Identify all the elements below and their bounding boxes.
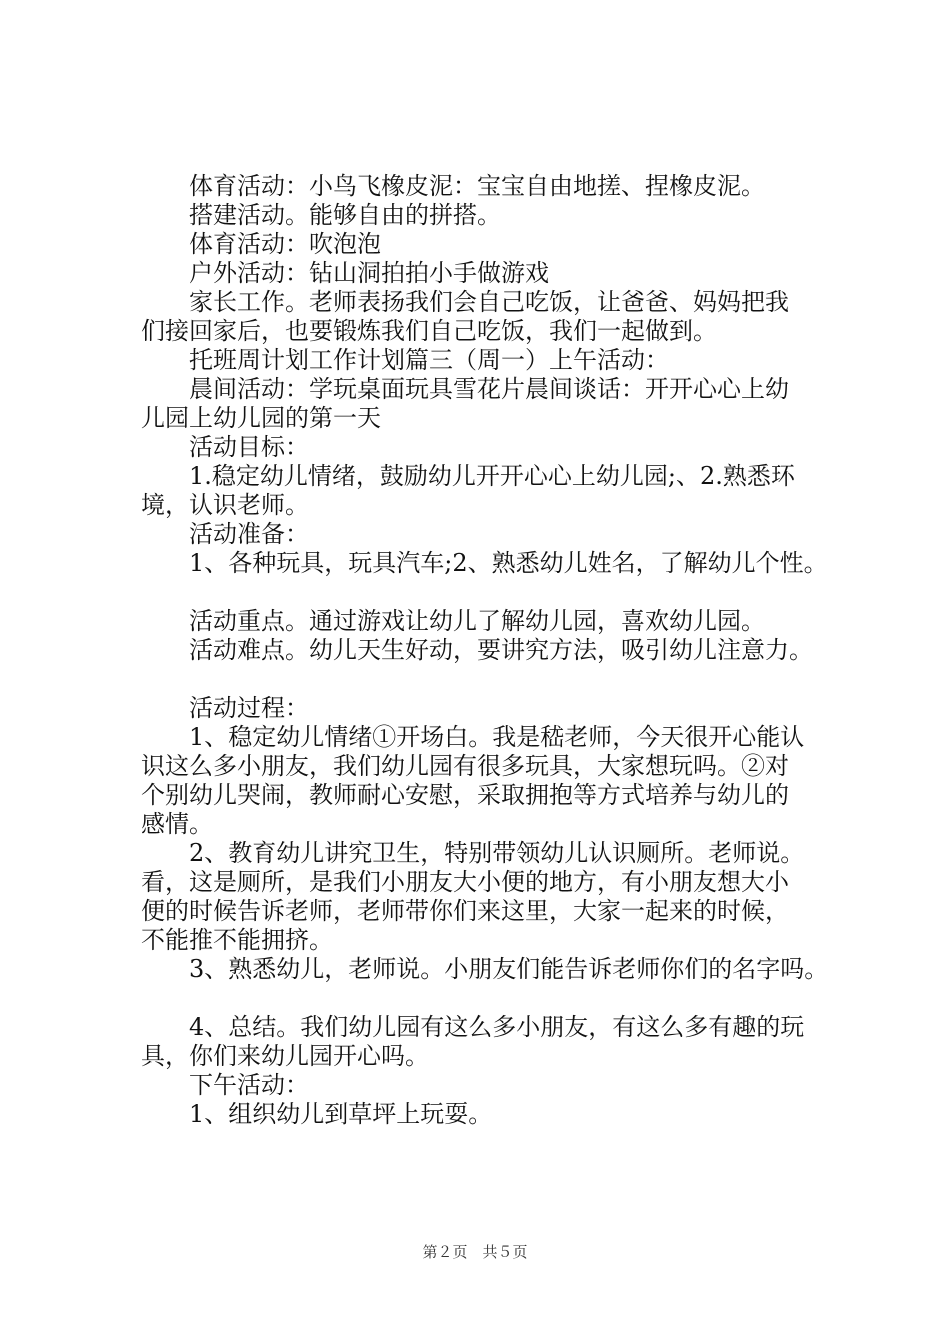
text-line: 户外活动：钻山洞拍拍小手做游戏 [141,259,549,287]
text-line: 活动难点。幼儿天生好动，要讲究方法，吸引幼儿注意力。 [141,636,813,664]
text-line: 便的时候告诉老师，老师带你们来这里，大家一起来的时候， [141,897,789,925]
text-line: 3、熟悉幼儿，老师说。小朋友们能告诉老师你们的名字吗。 [141,955,829,983]
text-line: 托班周计划工作计划篇三（周一）上午活动： [141,346,669,374]
text-line: 们接回家后，也要锻炼我们自己吃饭，我们一起做到。 [141,317,717,345]
text-line: 4、总结。我们幼儿园有这么多小朋友，有这么多有趣的玩 [141,1013,805,1041]
text-line: 1.稳定幼儿情绪，鼓励幼儿开开心心上幼儿园;、2.熟悉环 [141,462,795,490]
blank-line [141,984,831,1013]
document-body [141,172,831,1129]
text-line: 搭建活动。能够自由的拼搭。 [141,201,501,229]
text-line: 1、组织幼儿到草坪上玩耍。 [141,1100,493,1128]
text-line: 2、教育幼儿讲究卫生，特别带领幼儿认识厕所。老师说。 [141,839,805,867]
text-line: 看，这是厕所，是我们小朋友大小便的地方，有小朋友想大小 [141,868,789,896]
text-line: 体育活动：吹泡泡 [141,230,381,258]
blank-line [141,665,831,694]
text-line: 活动目标： [141,433,309,461]
text-line: 下午活动： [141,1071,309,1099]
blank-line [141,578,831,607]
text-line: 活动重点。通过游戏让幼儿了解幼儿园，喜欢幼儿园。 [141,607,765,635]
text-line: 活动准备： [141,520,309,548]
text-line: 家长工作。老师表扬我们会自己吃饭，让爸爸、妈妈把我 [141,288,789,316]
text-line: 1、各种玩具，玩具汽车;2、熟悉幼儿姓名，了解幼儿个性。 [141,549,828,577]
text-line: 感情。 [141,810,213,838]
text-line: 1、稳定幼儿情绪①开场白。我是嵇老师，今天很开心能认 [141,723,805,751]
page-footer: 第２页 共５页 [422,1245,528,1261]
text-line: 晨间活动：学玩桌面玩具雪花片晨间谈话：开开心心上幼 [141,375,789,403]
text-line: 具，你们来幼儿园开心吗。 [141,1042,429,1070]
text-line: 境，认识老师。 [141,491,309,519]
text-line: 不能推不能拥挤。 [141,926,333,954]
text-line: 活动过程： [141,694,309,722]
text-line: 儿园上幼儿园的第一天 [141,404,381,432]
text-line: 识这么多小朋友，我们幼儿园有很多玩具，大家想玩吗。②对 [141,752,789,780]
text-line: 体育活动：小鸟飞橡皮泥：宝宝自由地搓、捏橡皮泥。 [141,172,765,200]
text-line: 个别幼儿哭闹，教师耐心安慰，采取拥抱等方式培养与幼儿的 [141,781,789,809]
